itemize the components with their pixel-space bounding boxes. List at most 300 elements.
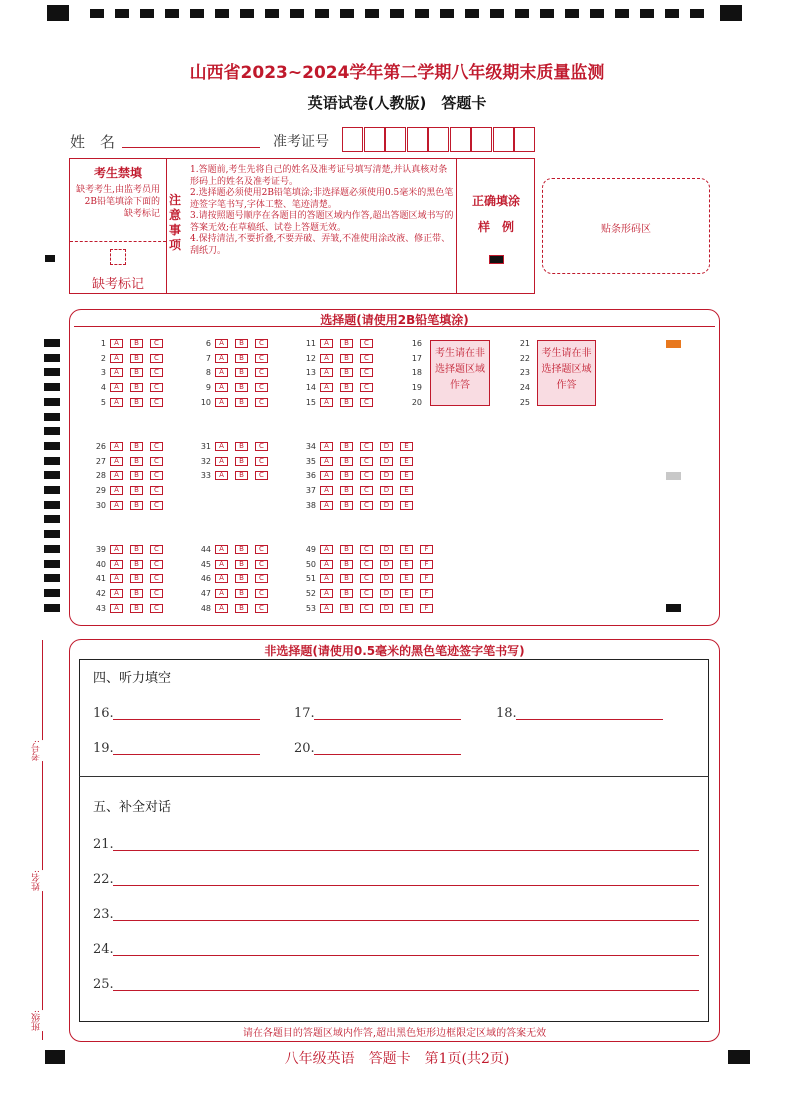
answer-bubble[interactable]: A [320,398,333,407]
answer-bubble[interactable]: B [130,574,143,583]
timing-mark [44,530,60,538]
answer-bubble[interactable]: B [130,398,143,407]
question-number: 16 [411,339,422,348]
answer-bubble[interactable]: C [150,545,163,554]
timing-dash [690,9,704,18]
question-number: 22 [519,353,530,363]
answer-bubble[interactable]: B [235,442,248,451]
answer-bubble[interactable]: B [235,457,248,466]
exam-id-cell[interactable] [493,127,514,152]
question-number: 36 [305,471,316,481]
answer-bubble[interactable]: A [110,574,123,583]
exam-id-cell[interactable] [407,127,428,152]
question-number: 8 [205,368,211,378]
divider [166,158,167,294]
answer-bubble[interactable]: B [235,560,248,569]
note-item: 4.保持清洁,不要折叠,不要弄破、弄皱,不准使用涂改液、修正带、刮纸刀。 [190,234,451,256]
question-number: 40 [95,559,106,569]
answer-bubble[interactable]: B [130,560,143,569]
no-answer-note: 考生请在非选择题区域作答 [430,340,490,406]
divider [70,241,166,242]
note-item: 1.答题前,考生先将自己的姓名及准考证号填写清楚,并认真核对条形码上的姓名及准考证号。 [190,165,448,187]
timing-dash [115,9,129,18]
answer-bubble[interactable]: C [150,442,163,451]
answer-bubble[interactable]: B [340,368,353,377]
answer-bubble[interactable]: B [130,604,143,613]
answer-bubble[interactable]: B [130,486,143,495]
section4-title: 四、听力填空 [93,671,172,686]
answer-bubble[interactable]: E [400,501,413,510]
answer-bubble[interactable]: E [400,486,413,495]
timing-mark [44,383,60,391]
page-footer: 八年级英语 答题卡 第1页(共2页) [284,1051,510,1067]
answer-bubble[interactable]: C [150,354,163,363]
answer-bubble[interactable]: A [110,604,123,613]
exam-id-cell[interactable] [342,127,363,152]
timing-mark [44,471,60,479]
timing-dash [215,9,229,18]
answer-bubble[interactable]: A [320,457,333,466]
answer-bubble[interactable]: A [215,560,228,569]
answer-bubble[interactable]: B [340,339,353,348]
notes-list [190,165,454,257]
question-number: 52 [305,589,316,599]
answer-bubble[interactable]: E [400,560,413,569]
timing-mark [44,501,60,509]
blank-number: 21. [93,837,114,852]
question-number: 13 [305,368,316,378]
question-number: 7 [205,353,211,363]
timing-mark [44,413,60,421]
question-number: 25 [519,397,530,407]
question-number: 14 [305,383,316,393]
answer-bubble[interactable]: B [340,574,353,583]
answer-bubble[interactable]: A [215,457,228,466]
answer-line[interactable] [113,885,699,886]
note-item: 2.选择题必须使用2B铅笔填涂;非选择题必须使用0.5毫米的黑色笔迹签字笔书写,字体工整、笔迹清楚。 [190,188,454,210]
answer-bubble[interactable]: E [400,471,413,480]
side-label-class: 班级: [32,1010,42,1032]
answer-bubble[interactable]: D [380,574,393,583]
answer-bubble[interactable]: E [400,604,413,613]
answer-bubble[interactable]: C [255,604,268,613]
answer-bubble[interactable]: B [130,589,143,598]
answer-bubble[interactable]: C [150,574,163,583]
answer-bubble[interactable]: B [340,501,353,510]
answer-bubble[interactable]: C [150,471,163,480]
exam-id-cell[interactable] [428,127,449,152]
answer-bubble[interactable]: A [110,486,123,495]
divider [79,776,709,777]
side-label-kaohao: 考号: [32,740,42,762]
answer-bubble[interactable]: C [255,560,268,569]
answer-line[interactable] [314,754,461,755]
timing-dash [390,9,404,18]
timing-mark [44,486,60,494]
answer-bubble[interactable]: C [360,398,373,407]
timing-dash [190,9,204,18]
timing-dash [290,9,304,18]
answer-bubble[interactable]: A [215,589,228,598]
choice-title: 选择题(请使用2B铅笔填涂) [320,313,469,327]
answer-bubble[interactable]: C [360,383,373,392]
answer-bubble[interactable]: B [130,368,143,377]
timing-mark [44,589,60,597]
question-number: 10 [200,397,211,407]
timing-dash [665,9,679,18]
question-number: 49 [305,545,316,554]
answer-bubble[interactable]: C [255,589,268,598]
question-number: 17 [411,353,422,363]
question-number: 6 [205,339,211,348]
question-number: 1 [100,339,106,348]
answer-bubble[interactable]: A [110,471,123,480]
answer-bubble[interactable]: A [320,383,333,392]
blank-number: 18. [496,706,517,721]
answer-frame [79,659,709,1022]
answer-bubble[interactable]: C [360,354,373,363]
question-number: 31 [200,442,211,451]
answer-line[interactable] [113,990,699,991]
answer-bubble[interactable]: E [400,589,413,598]
answer-bubble[interactable]: C [255,398,268,407]
answer-bubble[interactable]: C [150,589,163,598]
answer-bubble[interactable]: B [130,457,143,466]
timing-mark [44,560,60,568]
answer-bubble[interactable]: A [215,574,228,583]
question-number: 11 [305,339,316,348]
answer-bubble[interactable]: F [420,545,433,554]
side-label-name: 姓名: [32,870,42,892]
timing-dash [265,9,279,18]
answer-bubble[interactable]: E [400,545,413,554]
answer-bubble[interactable]: A [110,589,123,598]
answer-bubble[interactable]: B [340,383,353,392]
answer-bubble[interactable]: C [360,604,373,613]
answer-bubble[interactable]: A [320,604,333,613]
answer-bubble[interactable]: B [130,545,143,554]
answer-bubble[interactable]: C [360,339,373,348]
answer-bubble[interactable]: A [320,501,333,510]
sample-label-2: 样 例 [477,220,514,234]
answer-bubble[interactable]: C [360,486,373,495]
answer-bubble[interactable]: A [215,471,228,480]
answer-bubble[interactable]: A [320,339,333,348]
answer-bubble[interactable]: C [360,574,373,583]
question-number: 35 [305,456,316,466]
answer-bubble[interactable]: A [110,442,123,451]
answer-bubble[interactable]: C [360,501,373,510]
exam-id-cell[interactable] [364,127,385,152]
timing-mark [44,339,60,347]
answer-bubble[interactable]: C [360,471,373,480]
timing-dash [540,9,554,18]
answer-bubble[interactable]: A [110,339,123,348]
answer-line[interactable] [113,754,260,755]
answer-bubble[interactable]: C [255,368,268,377]
absent-title: 考生禁填 [93,166,142,180]
answer-bubble[interactable]: A [320,560,333,569]
question-number: 30 [95,500,106,510]
answer-bubble[interactable]: B [130,471,143,480]
exam-id-cell[interactable] [450,127,471,152]
answer-bubble[interactable]: A [320,354,333,363]
timing-mark [44,574,60,582]
question-number: 47 [200,589,211,599]
timing-dash [590,9,604,18]
answer-bubble[interactable]: C [150,604,163,613]
answer-bubble[interactable]: F [420,560,433,569]
gray-mark [666,472,681,480]
exam-id-label: 准考证号 [273,134,329,150]
answer-bubble[interactable]: B [130,442,143,451]
answer-bubble[interactable]: A [110,560,123,569]
answer-bubble[interactable]: A [215,368,228,377]
answer-bubble[interactable]: D [380,442,393,451]
answer-bubble[interactable]: A [110,354,123,363]
answer-bubble[interactable]: C [150,398,163,407]
question-number: 12 [305,353,316,363]
answer-bubble[interactable]: C [255,471,268,480]
question-number: 33 [200,471,211,481]
absent-instructions: 缺考考生,由监考员用2B铅笔填涂下面的缺考标记 [76,185,160,219]
answer-bubble[interactable]: C [360,368,373,377]
answer-line[interactable] [113,850,699,851]
answer-bubble[interactable]: A [320,442,333,451]
answer-bubble[interactable]: C [255,574,268,583]
question-number: 15 [305,397,316,407]
divider [74,326,715,327]
timing-dash [565,9,579,18]
question-number: 5 [100,397,106,407]
answer-bubble[interactable]: D [380,560,393,569]
question-number: 51 [305,574,316,584]
page-title: 山西省2023~2024学年第二学期八年级期末质量监测 [189,63,605,83]
answer-bubble[interactable]: A [215,354,228,363]
answer-bubble[interactable]: B [235,398,248,407]
timing-dash [415,9,429,18]
answer-bubble[interactable]: B [235,604,248,613]
timing-mark [44,457,60,465]
question-number: 2 [100,353,106,363]
answer-bubble[interactable]: D [380,545,393,554]
corner-mark-top-left [47,5,69,21]
answer-bubble[interactable]: B [235,354,248,363]
answer-bubble[interactable]: C [360,589,373,598]
answer-bubble[interactable]: A [320,589,333,598]
answer-bubble[interactable]: B [340,471,353,480]
answer-bubble[interactable]: C [360,545,373,554]
blank-number: 22. [93,872,114,887]
timing-dash [340,9,354,18]
answer-bubble[interactable]: A [320,368,333,377]
timing-mark [44,604,60,612]
question-number: 34 [305,442,316,451]
answer-bubble[interactable]: B [130,383,143,392]
answer-bubble[interactable]: B [235,545,248,554]
bottom-note: 请在各题目的答题区域内作答,超出黑色矩形边框限定区域的答案无效 [242,1028,547,1039]
timing-dash [365,9,379,18]
timing-dash [490,9,504,18]
timing-dash [240,9,254,18]
answer-bubble[interactable]: A [110,457,123,466]
blank-number: 16. [93,706,114,721]
answer-bubble[interactable]: D [380,604,393,613]
blank-number: 24. [93,942,114,957]
answer-bubble[interactable]: E [400,574,413,583]
answer-bubble[interactable]: A [320,545,333,554]
question-number: 46 [200,574,211,584]
absent-mark-label: 缺考标记 [91,277,144,292]
answer-bubble[interactable]: C [255,457,268,466]
answer-bubble[interactable]: A [215,545,228,554]
answer-bubble[interactable]: C [150,339,163,348]
answer-bubble[interactable]: B [340,545,353,554]
alignment-mark [45,255,55,262]
answer-bubble[interactable]: F [420,604,433,613]
question-number: 44 [200,545,211,554]
question-number: 23 [519,368,530,378]
answer-bubble[interactable]: F [420,574,433,583]
blank-number: 19. [93,741,114,756]
question-number: 24 [519,383,530,393]
question-number: 53 [305,603,316,613]
answer-bubble[interactable]: C [255,442,268,451]
answer-bubble[interactable]: A [110,368,123,377]
answer-line[interactable] [113,719,260,720]
answer-bubble[interactable]: B [235,471,248,480]
timing-mark [44,398,60,406]
timing-mark [44,427,60,435]
section5-title: 五、补全对话 [93,800,172,815]
question-number: 50 [305,559,316,569]
answer-bubble[interactable]: B [340,457,353,466]
question-number: 3 [100,368,106,378]
answer-line[interactable] [314,719,461,720]
answer-bubble[interactable]: E [400,457,413,466]
answer-bubble[interactable]: C [150,486,163,495]
timing-dash [90,9,104,18]
answer-bubble[interactable]: A [215,442,228,451]
answer-bubble[interactable]: C [150,560,163,569]
answer-bubble[interactable]: A [110,501,123,510]
answer-bubble[interactable]: B [235,383,248,392]
answer-bubble[interactable]: B [235,589,248,598]
answer-bubble[interactable]: C [255,545,268,554]
orange-mark [666,340,681,348]
answer-bubble[interactable]: B [235,368,248,377]
answer-bubble[interactable]: B [340,354,353,363]
question-number: 42 [95,589,106,599]
question-number: 41 [95,574,106,584]
answer-bubble[interactable]: D [380,501,393,510]
question-number: 39 [95,545,106,554]
sample-filled-bubble [489,255,504,264]
answer-bubble[interactable]: A [110,398,123,407]
answer-bubble[interactable]: C [255,354,268,363]
answer-bubble[interactable]: B [130,339,143,348]
absent-mark-box[interactable] [110,249,126,265]
question-number: 43 [95,603,106,613]
answer-bubble[interactable]: B [340,442,353,451]
answer-line[interactable] [516,719,663,720]
blank-number: 20. [294,741,315,756]
exam-id-cell[interactable] [471,127,492,152]
answer-bubble[interactable]: D [380,457,393,466]
answer-bubble[interactable]: A [110,383,123,392]
timing-dash [615,9,629,18]
answer-bubble[interactable]: D [380,486,393,495]
blank-number: 17. [294,706,315,721]
question-number: 45 [200,559,211,569]
answer-bubble[interactable]: D [380,471,393,480]
answer-bubble[interactable]: D [380,589,393,598]
answer-bubble[interactable]: B [340,398,353,407]
exam-id-cell[interactable] [514,127,535,152]
answer-bubble[interactable]: B [130,501,143,510]
answer-bubble[interactable]: C [150,457,163,466]
answer-bubble[interactable]: A [215,339,228,348]
question-number: 26 [95,442,106,451]
name-label: 姓 名 [70,133,116,151]
question-number: 28 [95,471,106,481]
answer-bubble[interactable]: A [110,545,123,554]
answer-bubble[interactable]: B [340,560,353,569]
answer-bubble[interactable]: B [235,339,248,348]
answer-bubble[interactable]: B [130,354,143,363]
timing-dash [640,9,654,18]
answer-bubble[interactable]: A [215,383,228,392]
answer-bubble[interactable]: E [400,442,413,451]
answer-line[interactable] [113,955,699,956]
timing-mark [44,368,60,376]
answer-bubble[interactable]: C [150,368,163,377]
question-number: 27 [95,456,106,466]
question-number: 37 [305,486,316,496]
answer-bubble[interactable]: F [420,589,433,598]
answer-bubble[interactable]: B [340,604,353,613]
answer-bubble[interactable]: C [360,457,373,466]
answer-bubble[interactable]: C [255,383,268,392]
answer-line[interactable] [113,920,699,921]
timing-mark [44,515,60,523]
answer-bubble[interactable]: C [360,442,373,451]
answer-bubble[interactable]: B [340,486,353,495]
answer-bubble[interactable]: A [320,471,333,480]
answer-bubble[interactable]: C [150,383,163,392]
note-item: 3.请按照题号顺序在各题目的答题区域内作答,超出答题区域书写的答案无效;在草稿纸、试卷上答题无效。 [190,211,454,233]
question-number: 29 [95,486,106,496]
answer-bubble[interactable]: A [215,398,228,407]
answer-bubble[interactable]: B [235,574,248,583]
timing-dash [315,9,329,18]
blank-number: 25. [93,977,114,992]
answer-bubble[interactable]: C [150,501,163,510]
answer-bubble[interactable]: C [255,339,268,348]
answer-bubble[interactable]: A [215,604,228,613]
answer-bubble[interactable]: B [340,589,353,598]
choice-section [69,309,720,626]
answer-bubble[interactable]: C [360,560,373,569]
question-number: 20 [411,397,422,407]
answer-bubble[interactable]: A [320,486,333,495]
exam-id-cell[interactable] [385,127,406,152]
answer-bubble[interactable]: A [320,574,333,583]
question-number: 18 [411,368,422,378]
timing-mark [44,545,60,553]
name-field[interactable] [122,147,260,148]
question-number: 21 [519,339,530,348]
